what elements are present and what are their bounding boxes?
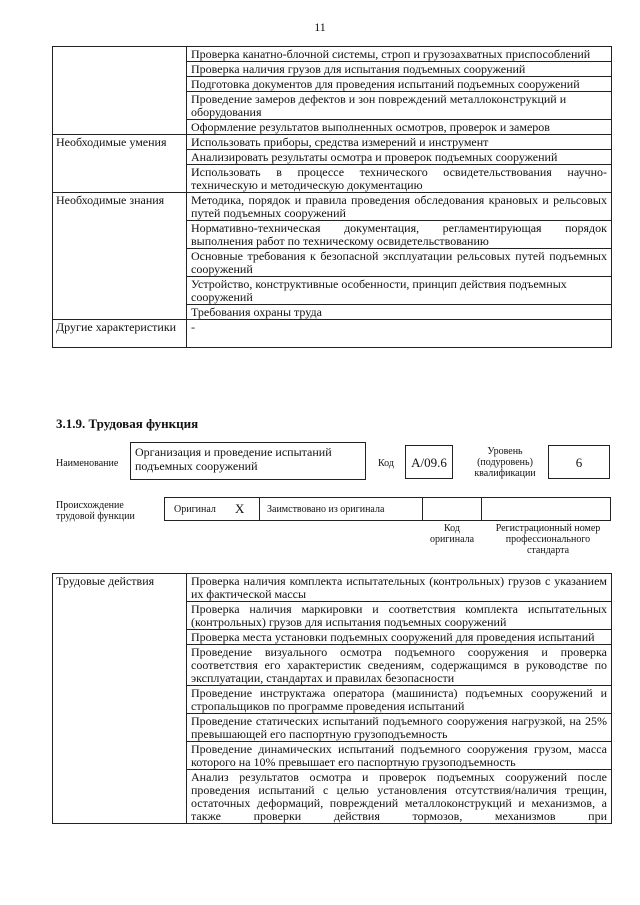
origin-label: Происхождение трудовой функции xyxy=(56,500,135,522)
code-value: А/09.6 xyxy=(411,455,447,470)
list-item: Проведение статических испытаний подъемного сооружения нагрузкой, на 25% превышающей его паспортную грузоподъемность xyxy=(187,714,612,742)
row-label-knowledge: Необходимые знания xyxy=(53,193,187,320)
labor-actions-table xyxy=(52,573,612,824)
section-title: 3.1.9. Трудовая функция xyxy=(56,416,199,431)
table-row xyxy=(53,320,612,348)
list-item: Требования охраны труда xyxy=(187,305,612,320)
list-item: Основные требования к безопасной эксплуатации рельсовых путей подъемных сооружений xyxy=(187,249,612,277)
row-label-skills: Необходимые умения xyxy=(53,135,187,193)
list-item: Анализировать результаты осмотра и проверок подъемных сооружений xyxy=(187,150,612,165)
table-row xyxy=(53,135,612,150)
row-label-other: Другие характеристики xyxy=(53,320,187,348)
code-caption: Код оригинала xyxy=(429,523,475,545)
original-label: Оригинал xyxy=(174,504,216,515)
list-item: Анализ результатов осмотра и проверок подъемных сооружений после проведения испытаний с целью установления отсутствия/наличия трещин, остаточных деформаций, повреждений металлоконструкций и механизмов, а также проверки действия тормозов, механизмов при xyxy=(187,770,612,824)
list-item: - xyxy=(187,320,612,348)
list-item: Проверка канатно-блочной системы, строп и грузозахватных приспособлений xyxy=(187,47,612,62)
list-item: Использовать приборы, средства измерений и инструмент xyxy=(187,135,612,150)
list-item: Проведение динамических испытаний подъемного сооружения грузом, масса которого на 10% превышает его паспортную грузоподъемность xyxy=(187,742,612,770)
list-item: Устройство, конструктивные особенности, принцип действия подъемных сооружений xyxy=(187,277,612,305)
code-box xyxy=(405,445,453,479)
borrowed-label: Заимствовано из оригинала xyxy=(267,504,385,515)
table-row xyxy=(53,574,612,602)
code-label: Код xyxy=(378,458,394,469)
competency-table xyxy=(52,46,612,348)
name-label: Наименование xyxy=(56,458,119,469)
borrowed-cell xyxy=(259,497,423,521)
table-row xyxy=(53,193,612,221)
original-code-cell xyxy=(422,497,482,521)
list-item: Проверка наличия комплекта испытательных (контрольных) грузов с указанием их фактической массы xyxy=(187,574,612,602)
original-cell xyxy=(164,497,260,521)
actions-label: Трудовые действия xyxy=(53,574,187,824)
list-item: Проведение инструктажа оператора (машиниста) подъемных сооружений и стропальщиков по программе проведения испытаний xyxy=(187,686,612,714)
list-item: Оформление результатов выполненных осмотров, проверок и замеров xyxy=(187,120,612,135)
page-number: 11 xyxy=(314,20,326,34)
list-item: Проведение замеров дефектов и зон повреждений металлоконструкций и оборудования xyxy=(187,92,612,120)
function-name-value: Организация и проведение испытаний подъемных сооружений xyxy=(135,445,332,473)
list-item: Проведение визуального осмотра подъемного сооружения и проверка соответствия его характеристик сведениям, содержащимся в руководстве по эксплуатации, стандартах и правилах безопасности xyxy=(187,645,612,686)
level-label: Уровень (подуровень) квалификации xyxy=(474,446,536,479)
list-item: Проверка наличия маркировки и соответствия комплекта испытательных (контрольных) грузов для испытания подъемных сооружений xyxy=(187,602,612,630)
level-box xyxy=(548,445,610,479)
row-label xyxy=(53,47,187,135)
list-item: Проверка места установки подъемных сооружений для проведения испытаний xyxy=(187,630,612,645)
list-item: Использовать в процессе технического освидетельствования научно-техническую и методическую документацию xyxy=(187,165,612,193)
list-item: Проверка наличия грузов для испытания подъемных сооружений xyxy=(187,62,612,77)
reg-caption: Регистрационный номер профессионального стандарта xyxy=(495,523,601,556)
list-item: Подготовка документов для проведения испытаний подъемных сооружений xyxy=(187,77,612,92)
function-name-box xyxy=(130,442,366,480)
list-item: Нормативно-техническая документация, регламентирующая порядок выполнения работ по техническому освидетельствованию xyxy=(187,221,612,249)
original-mark: X xyxy=(235,501,245,516)
level-value: 6 xyxy=(575,455,583,470)
list-item: Методика, порядок и правила проведения обследования крановых и рельсовых путей подъемных сооружений xyxy=(187,193,612,221)
table-row xyxy=(53,47,612,62)
reg-number-cell xyxy=(481,497,611,521)
